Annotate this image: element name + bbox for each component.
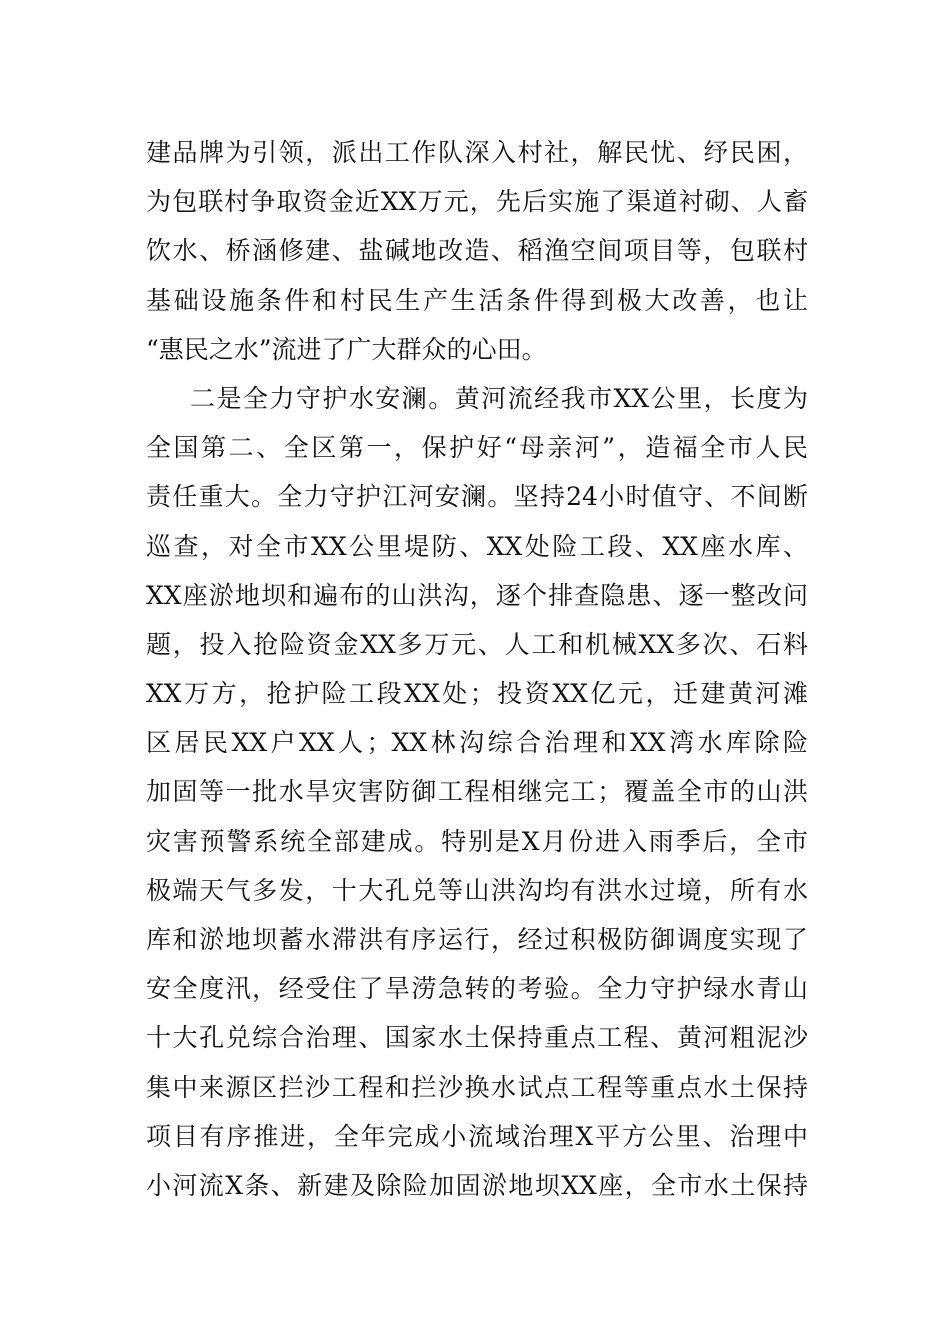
text-line: 小河流X条、新建及除险加固淤地坝XX座，全市水土保持: [146, 1170, 808, 1200]
text-line: 基础设施条件和村民生产生活条件得到极大改善，也让: [146, 285, 808, 315]
text-line: XX万方，抢护险工段XX处；投资XX亿元，迁建黄河滩: [146, 679, 808, 709]
text-line: 集中来源区拦沙工程和拦沙换水试点工程等重点水土保持: [146, 1072, 808, 1102]
text-line: 加固等一批水旱灾害防御工程相继完工；覆盖全市的山洪: [146, 777, 808, 807]
text-line: 库和淤地坝蓄水滞洪有序运行，经过积极防御调度实现了: [146, 925, 808, 954]
text-line: XX座淤地坝和遍布的山洪沟，逐个排查隐患、逐一整改问: [146, 580, 808, 610]
text-line: 灾害预警系统全部建成。特别是X月份进入雨季后，全市: [146, 826, 808, 856]
text-line: 责任重大。全力守护江河安澜。坚持24小时值守、不间断: [146, 482, 808, 512]
text-line: 十大孔兑综合治理、国家水土保持重点工程、黄河粗泥沙: [146, 1023, 808, 1053]
paragraph-first-line: 二是全力守护水安澜。黄河流经我市XX公里，长度为: [190, 383, 808, 413]
text-line: 题，投入抢险资金XX多万元、人工和机械XX多次、石料: [146, 629, 808, 659]
paragraph-end-line: “惠民之水”流进了广大群众的心田。: [146, 334, 547, 364]
body-text: [146, 128, 808, 1210]
text-line: 全国第二、全区第一，保护好“母亲河”，造福全市人民: [146, 433, 808, 463]
text-line: 项目有序推进，全年完成小流域治理X平方公里、治理中: [146, 1121, 808, 1151]
text-line: 区居民XX户XX人；XX林沟综合治理和XX湾水库除险: [146, 728, 808, 758]
text-line: 饮水、桥涵修建、盐碱地改造、稻渔空间项目等，包联村: [146, 236, 808, 266]
text-line: 为包联村争取资金近XX万元，先后实施了渠道衬砌、人畜: [146, 187, 808, 217]
text-line: 巡查，对全市XX公里堤防、XX处险工段、XX座水库、: [146, 531, 808, 561]
text-line: 安全度汛，经受住了旱涝急转的考验。全力守护绿水青山: [146, 974, 808, 1004]
text-line: 建品牌为引领，派出工作队深入村社，解民忧、纾民困，: [146, 138, 808, 167]
text-line: 极端天气多发，十大孔兑等山洪沟均有洪水过境，所有水: [146, 875, 808, 905]
